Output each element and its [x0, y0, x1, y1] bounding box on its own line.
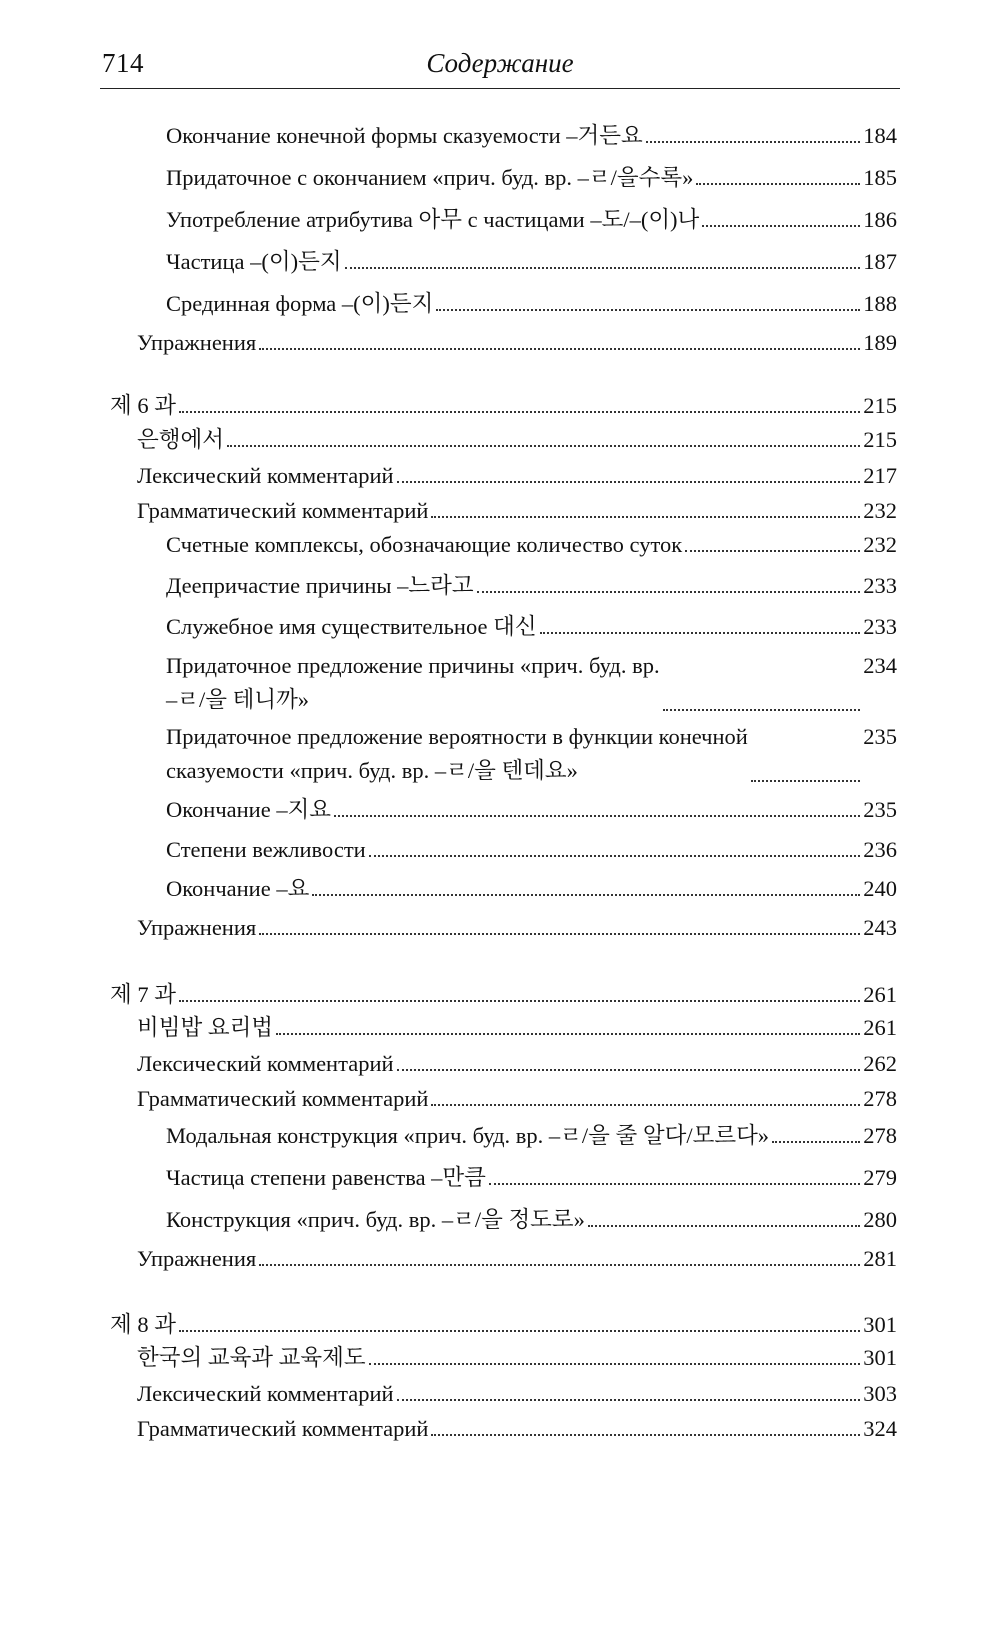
- toc-page-number: 280: [863, 1207, 897, 1232]
- toc-entry-title: Окончание –요: [166, 876, 310, 901]
- toc-page-number: 215: [863, 393, 897, 418]
- toc-entry-title: Упражнения: [137, 1246, 257, 1271]
- toc-entry: [166, 835, 897, 865]
- toc-entry-title: Окончание –지요: [166, 797, 332, 822]
- dot-leader: [397, 1393, 861, 1401]
- toc-page-number: 281: [863, 1246, 897, 1271]
- toc-entry: [110, 391, 897, 421]
- toc-entry: [166, 205, 897, 235]
- dot-leader: [489, 1177, 860, 1185]
- toc-page-number: 301: [863, 1345, 897, 1370]
- dot-leader: [259, 927, 860, 935]
- toc-entry: [110, 1310, 897, 1340]
- toc-page-number: 185: [863, 165, 897, 190]
- toc-entry-title: Срединная форма –(이)든지: [166, 291, 434, 316]
- toc-page-number: 240: [863, 876, 897, 901]
- toc-page-number: 278: [863, 1123, 897, 1148]
- running-title: Содержание: [426, 48, 574, 78]
- toc-page-number: 235: [863, 724, 897, 749]
- dot-leader: [477, 585, 861, 593]
- toc-entry-title: Окончание конечной формы сказуемости –거든요: [166, 123, 643, 148]
- toc-entry-title: Грамматический комментарий: [137, 498, 429, 523]
- toc-entry-title: Конструкция «прич. буд. вр. –ㄹ/을 정도로»: [166, 1207, 585, 1232]
- toc-entry: [137, 461, 897, 491]
- dot-leader: [345, 261, 861, 269]
- dot-leader: [588, 1219, 860, 1227]
- toc-entry: [110, 980, 897, 1010]
- toc-entry: [166, 1121, 897, 1151]
- dot-leader: [179, 994, 860, 1002]
- toc-entry-title: Модальная конструкция «прич. буд. вр. –ㄹ/을 줄 알다/모르다»: [166, 1123, 770, 1148]
- dot-leader: [431, 1098, 860, 1106]
- toc-entry-title: Частица степени равенства –만큼: [166, 1165, 486, 1190]
- toc-page-number: 278: [863, 1086, 897, 1111]
- dot-leader: [646, 135, 861, 143]
- toc-page-number: 236: [863, 837, 897, 862]
- toc-page-number: 215: [863, 427, 897, 452]
- toc-entry-title-line2: сказуемости «прич. буд. вр. –ㄹ/을 텐데요»: [166, 758, 578, 783]
- toc-entry-title: Лексический комментарий: [137, 1051, 394, 1076]
- toc-page-number: 187: [863, 249, 897, 274]
- dot-leader: [179, 1324, 860, 1332]
- toc-entry: [137, 1244, 897, 1274]
- toc-entry-title: Лексический комментарий: [137, 1381, 394, 1406]
- toc-page-number: 243: [863, 915, 897, 940]
- toc-entry: [166, 571, 897, 601]
- toc-entry-title-line2: –ㄹ/을 테니까»: [166, 687, 310, 712]
- dot-leader: [772, 1135, 860, 1143]
- toc-entry-title: 제 8 과: [110, 1312, 176, 1337]
- dot-leader: [431, 1428, 860, 1436]
- toc-entry: [137, 1049, 897, 1079]
- toc-entry-title: Упражнения: [137, 915, 257, 940]
- toc-page-number: 233: [863, 614, 897, 639]
- dot-leader: [259, 1258, 860, 1266]
- dot-leader: [334, 809, 860, 817]
- toc-entry-title-line1: Придаточное предложение причины «прич. буд. вр.: [166, 653, 660, 678]
- toc-entry-title: Счетные комплексы, обозначающие количество суток: [166, 532, 683, 557]
- toc-entry: [166, 1205, 897, 1235]
- toc-entry: [137, 1414, 897, 1444]
- toc-entry: [137, 496, 897, 526]
- toc-entry-title: Грамматический комментарий: [137, 1416, 429, 1441]
- toc-entry-title: Придаточное с окончанием «прич. буд. вр. –ㄹ/을수록»: [166, 165, 694, 190]
- toc-entry-title: Степени вежливости: [166, 837, 366, 862]
- toc-entry-title: Лексический комментарий: [137, 463, 394, 488]
- page-number: 714: [102, 48, 144, 78]
- toc-entry: [166, 1163, 897, 1193]
- page-header: [100, 48, 900, 89]
- toc-page-number: 301: [863, 1312, 897, 1337]
- toc-entry: [166, 795, 897, 825]
- toc-entry-title: 한국의 교육과 교육제도: [137, 1345, 366, 1370]
- toc-entry-title: Служебное имя существительное 대신: [166, 614, 537, 639]
- dot-leader: [369, 849, 861, 857]
- dot-leader: [227, 439, 860, 447]
- toc-entry-title: Упражнения: [137, 330, 257, 355]
- toc-page-number: 324: [863, 1416, 897, 1441]
- toc-entry-title: Грамматический комментарий: [137, 1086, 429, 1111]
- toc-entry: [166, 289, 897, 319]
- toc-entry-title: 제 6 과: [110, 393, 176, 418]
- dot-leader: [312, 888, 860, 896]
- toc-entry-title: Частица –(이)든지: [166, 249, 342, 274]
- dot-leader: [397, 1063, 861, 1071]
- toc-page-number: 232: [863, 532, 897, 557]
- dot-leader: [431, 510, 860, 518]
- toc-page-number: 186: [863, 207, 897, 232]
- toc-entry: [166, 649, 897, 719]
- dot-leader: [179, 405, 860, 413]
- toc-page-number: 188: [863, 291, 897, 316]
- toc-entry: [166, 612, 897, 642]
- toc-page-number: 189: [863, 330, 897, 355]
- toc-page-number: 262: [863, 1051, 897, 1076]
- dot-leader: [259, 342, 860, 350]
- toc-page-number: 233: [863, 573, 897, 598]
- dot-leader: [540, 626, 861, 634]
- toc-entry-title: Деепричастие причины –느라고: [166, 573, 474, 598]
- toc-entry: [166, 247, 897, 277]
- toc-entry: [166, 874, 897, 904]
- toc-entry: [166, 121, 897, 151]
- dot-leader: [702, 219, 860, 227]
- toc-entry: [137, 1084, 897, 1114]
- dot-leader: [751, 774, 860, 782]
- toc-entry-title: [166, 720, 748, 788]
- toc-entry-title: Употребление атрибутива 아무 с частицами –도/–(이)나: [166, 207, 700, 232]
- toc-entry-title-line1: Придаточное предложение вероятности в функции конечной: [166, 724, 748, 749]
- toc-entry: [166, 530, 897, 560]
- toc-entry-title: [166, 649, 660, 717]
- toc-page-number: 261: [863, 1015, 897, 1040]
- toc-page-number: 234: [863, 653, 897, 678]
- toc-entry: [166, 720, 897, 790]
- toc-page-number: 279: [863, 1165, 897, 1190]
- toc-entry-title: 비빔밥 요리법: [137, 1015, 274, 1040]
- toc-page-number: 184: [863, 123, 897, 148]
- toc-entry-title: 은행에서: [137, 427, 224, 452]
- toc-page-number: 261: [863, 982, 897, 1007]
- toc-entry: [137, 1013, 897, 1043]
- toc-page-number: 303: [863, 1381, 897, 1406]
- toc-entry: [137, 425, 897, 455]
- dot-leader: [685, 544, 860, 552]
- toc-entry: [137, 913, 897, 943]
- toc-page-number: 232: [863, 498, 897, 523]
- dot-leader: [397, 475, 861, 483]
- dot-leader: [369, 1357, 861, 1365]
- toc-entry: [137, 1343, 897, 1373]
- dot-leader: [696, 177, 860, 185]
- toc-entry-title: 제 7 과: [110, 982, 176, 1007]
- toc-entry: [137, 1379, 897, 1409]
- toc-entry: [166, 163, 897, 193]
- toc-page-number: 235: [863, 797, 897, 822]
- dot-leader: [663, 703, 861, 711]
- dot-leader: [436, 303, 860, 311]
- toc-page-number: 217: [863, 463, 897, 488]
- dot-leader: [276, 1027, 860, 1035]
- toc-entry: [137, 328, 897, 358]
